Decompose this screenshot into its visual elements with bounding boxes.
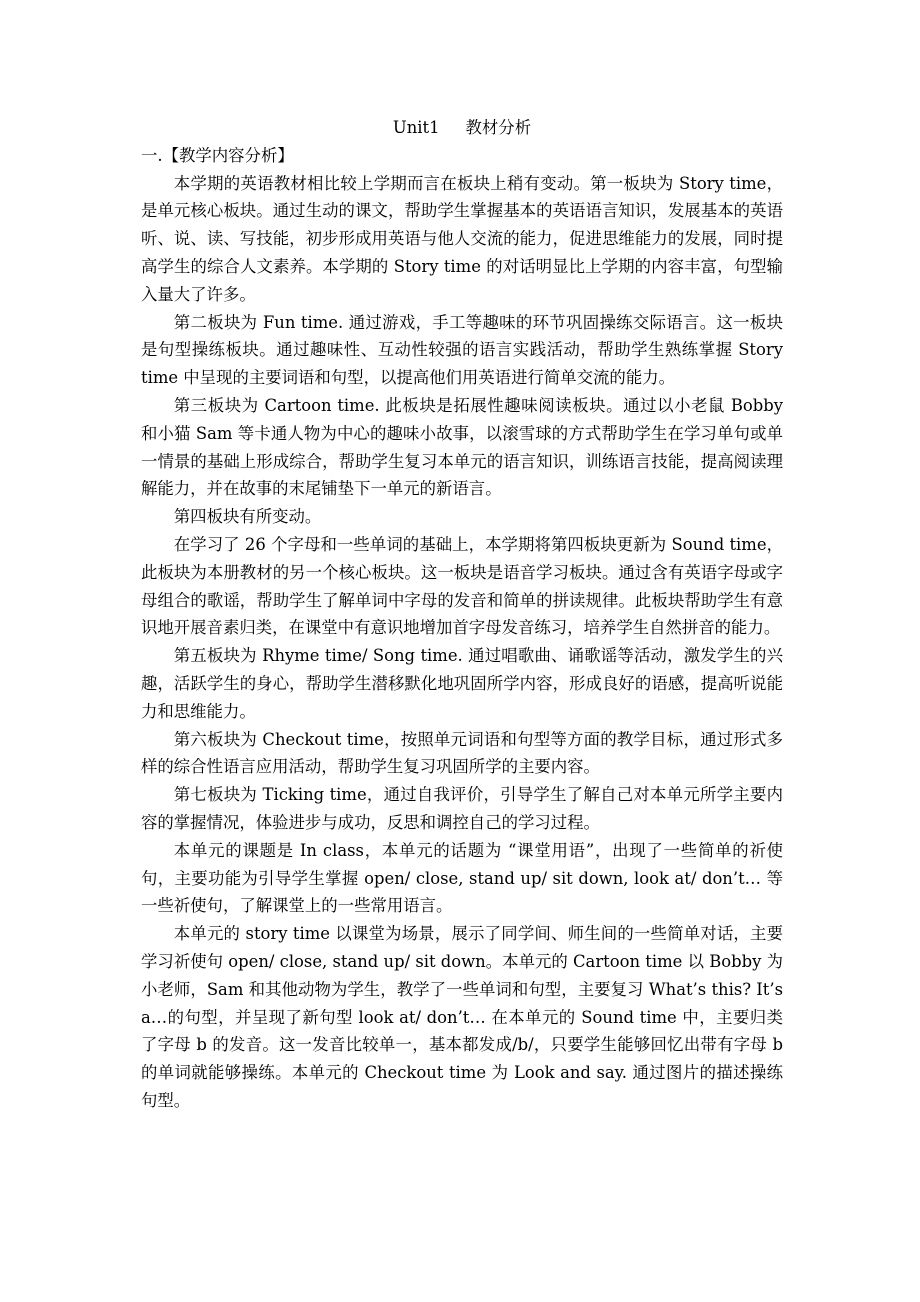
paragraph-checkout-time: 第六板块为 Checkout time，按照单元词语和句型等方面的教学目标，通过形式多样的综合性语言应用活动，帮助学生复习巩固所学的主要内容。 — [141, 729, 783, 777]
title-unit: Unit1 — [392, 118, 440, 137]
section-heading: 一.【教学内容分析】 — [141, 145, 294, 165]
paragraph-unit-summary: 本单元的 story time 以课堂为场景，展示了同学间、师生间的一些简单对话，主要学习祈使句 open/ close, stand up/ sit down。本单元的 Cartoon time 以 Bobby 为小老师，Sam 和其他动物为学生，教学了一些单词和句型，主要复习 What’s this? It’s a…的句型，并呈现了新句型 look at/ don’t… 在本单元的 Sound time 中，主要归类了字母 b 的发音。这一发音比较单一，基本都发成/b/，只要学生能够回忆出带有字母 b 的单词就能够操练。本单元的 Checkout time 为 Look and say. 通过图片的描述操练句型。 — [141, 924, 783, 1110]
paragraph-fun-time: 第二板块为 Fun time. 通过游戏，手工等趣味的环节巩固操练交际语言。这一板块是句型操练板块。通过趣味性、互动性较强的语言实践活动，帮助学生熟练掌握 Story time 中呈现的主要词语和句型，以提高他们用英语进行简单交流的能力。 — [141, 312, 783, 388]
title-text: 教材分析 — [465, 118, 532, 137]
paragraph-sound-time: 在学习了 26 个字母和一些单词的基础上，本学期将第四板块更新为 Sound time，此板块为本册教材的另一个核心板块。这一板块是语音学习板块。通过含有英语字母或字母组合的歌谣，帮助学生了解单词中字母的发音和简单的拼读规律。此板块帮助学生有意识地开展音素归类，在课堂中有意识地增加首字母发音练习，培养学生自然拼音的能力。 — [141, 534, 783, 638]
paragraph-rhyme-song-time: 第五板块为 Rhyme time/ Song time. 通过唱歌曲、诵歌谣等活动，激发学生的兴趣，活跃学生的身心，帮助学生潜移默化地巩固所学内容，形成良好的语感，提高听说能力和思维能力。 — [141, 646, 783, 721]
document-page — [141, 114, 783, 1115]
document-title — [141, 114, 783, 142]
paragraph-unit-topic: 本单元的课题是 In class，本单元的话题为 “课堂用语”，出现了一些简单的祈使句，主要功能为引导学生掌握 open/ close, stand up/ sit down, look at/ don’t… 等一些祈使句，了解课堂上的一些常用语言。 — [141, 840, 783, 916]
paragraph-fourth-block: 第四板块有所变动。 — [173, 507, 322, 527]
paragraph-ticking-time: 第七板块为 Ticking time，通过自我评价，引导学生了解自己对本单元所学主要内容的掌握情况，体验进步与成功，反思和调控自己的学习过程。 — [141, 785, 783, 832]
paragraph-story-time: 本学期的英语教材相比较上学期而言在板块上稍有变动。第一板块为 Story time，是单元核心板块。通过生动的课文，帮助学生掌握基本的英语语言知识，发展基本的英语听、说、读、写技能，初步形成用英语与他人交流的能力，促进思维能力的发展，同时提高学生的综合人文素养。本学期的 Story time 的对话明显比上学期的内容丰富，句型输入量大了许多。 — [141, 173, 783, 304]
paragraph-cartoon-time: 第三板块为 Cartoon time. 此板块是拓展性趣味阅读板块。通过以小老鼠 Bobby 和小猫 Sam 等卡通人物为中心的趣味小故事，以滚雪球的方式帮助学生在学习单句或单一情景的基础上形成综合，帮助学生复习本单元的语言知识，训练语言技能，提高阅读理解能力，并在故事的末尾铺垫下一单元的新语言。 — [141, 395, 783, 499]
